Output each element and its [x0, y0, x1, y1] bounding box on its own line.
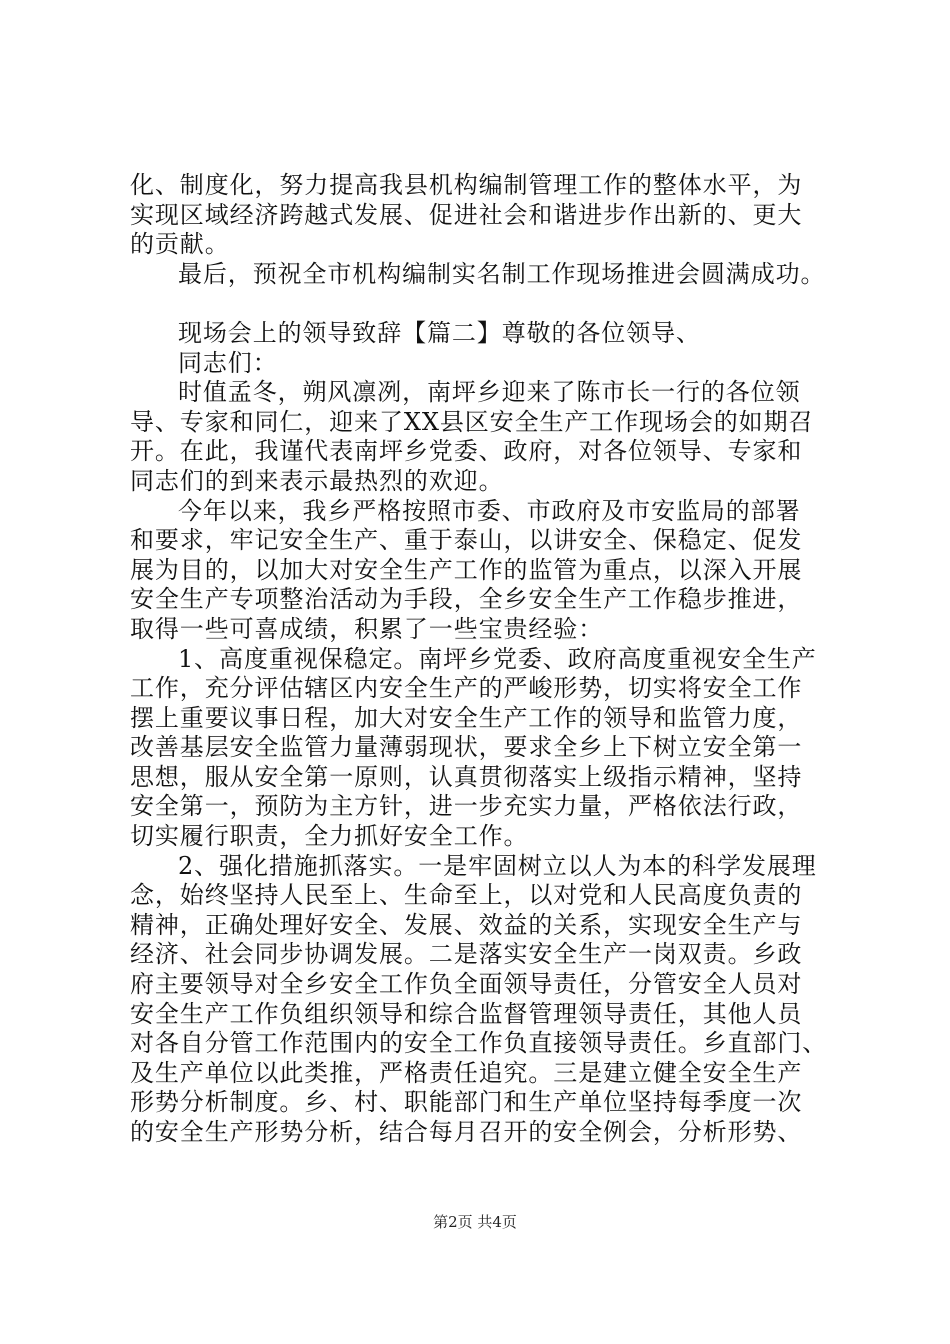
page-number: 第2页 共4页 [433, 1213, 517, 1231]
text-line: 展为目的，以加大对安全生产工作的监管为重点，以深入开展 [130, 555, 803, 584]
page-footer [0, 1212, 950, 1232]
text-line: 工作，充分评估辖区内安全生产的严峻形势，切实将安全工作 [130, 674, 803, 703]
text-line: 对各自分管工作范围内的安全工作负直接领导责任。乡直部门、 [130, 1029, 828, 1058]
text-line: 同志们的到来表示最热烈的欢迎。 [130, 466, 504, 495]
text-line: 的安全生产形势分析，结合每月召开的安全例会，分析形势、 [130, 1118, 803, 1146]
text-line: 的贡献。 [130, 230, 230, 259]
text-line: 今年以来，我乡严格按照市委、市政府及市安监局的部署 [178, 496, 801, 525]
text-line: 导、专家和同仁，迎来了XX县区安全生产工作现场会的如期召 [130, 407, 814, 436]
text-line: 及生产单位以此类推，严格责任追究。三是建立健全安全生产 [130, 1058, 803, 1087]
paragraph-gap [130, 289, 850, 319]
text-line: 安全第一，预防为主方针，进一步充实力量，严格依法行政， [130, 792, 803, 821]
text-line: 改善基层安全监管力量薄弱现状，要求全乡上下树立安全第一 [130, 733, 803, 762]
document-body [130, 171, 850, 1148]
text-line: 化、制度化，努力提高我县机构编制管理工作的整体水平，为 [130, 171, 803, 199]
text-line: 安全生产工作负组织领导和综合监督管理领导责任，其他人员 [130, 999, 803, 1028]
text-line: 取得一些可喜成绩，积累了一些宝贵经验： [130, 614, 604, 643]
text-line: 开。在此，我谨代表南坪乡党委、政府，对各位领导、专家和 [130, 437, 803, 466]
text-line: 2、强化措施抓落实。一是牢固树立以人为本的科学发展理 [178, 851, 817, 880]
text-line: 最后，预祝全市机构编制实名制工作现场推进会圆满成功。 [178, 259, 826, 288]
text-line: 经济、社会同步协调发展。二是落实安全生产一岗双责。乡政 [130, 940, 803, 969]
salutation: 同志们： [178, 348, 278, 377]
text-line: 实现区域经济跨越式发展、促进社会和谐进步作出新的、更大 [130, 200, 803, 229]
text-line: 形势分析制度。乡、村、职能部门和生产单位坚持每季度一次 [130, 1088, 803, 1117]
text-line: 精神，正确处理好安全、发展、效益的关系，实现安全生产与 [130, 910, 803, 939]
text-line: 切实履行职责，全力抓好安全工作。 [130, 822, 529, 851]
text-line: 安全生产专项整治活动为手段，全乡安全生产工作稳步推进， [130, 585, 803, 614]
text-line: 时值孟冬，朔风凛冽，南坪乡迎来了陈市长一行的各位领 [178, 378, 801, 407]
text-line: 念，始终坚持人民至上、生命至上，以对党和人民高度负责的 [130, 881, 803, 910]
section-heading: 现场会上的领导致辞【篇二】尊敬的各位领导、 [178, 318, 701, 347]
text-line: 府主要领导对全乡安全工作负全面领导责任，分管安全人员对 [130, 970, 803, 999]
text-line: 1、高度重视保稳定。南坪乡党委、政府高度重视安全生产 [178, 644, 817, 673]
text-line: 摆上重要议事日程，加大对安全生产工作的领导和监管力度， [130, 703, 803, 732]
text-line: 和要求，牢记安全生产、重于泰山，以讲安全、保稳定、促发 [130, 526, 803, 555]
text-line: 思想，服从安全第一原则，认真贯彻落实上级指示精神，坚持 [130, 762, 803, 791]
